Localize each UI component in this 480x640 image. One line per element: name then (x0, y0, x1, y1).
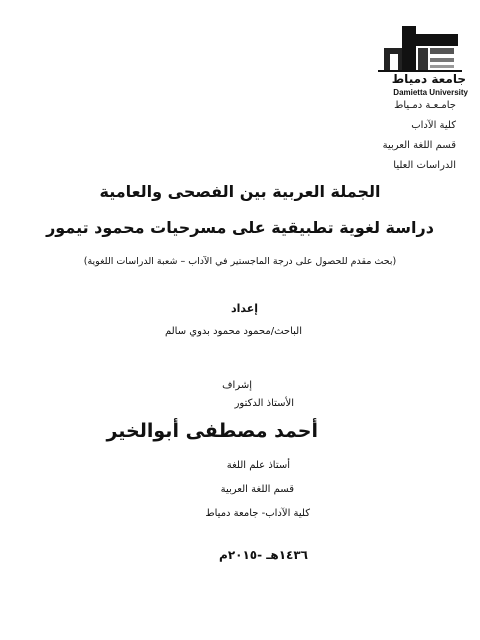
institution-division: الدراسات العليا (393, 160, 456, 171)
logo-english-name: Damietta University (393, 88, 468, 97)
researcher-name: الباحث/محمود محمود بدوي سالم (164, 326, 302, 337)
supervisor-position: أستاذ علم اللغة (226, 460, 290, 471)
university-emblem-icon (368, 14, 472, 74)
institution-department: قسم اللغة العربية (382, 140, 456, 151)
institution-university: جامـعـة دمـياط (394, 100, 456, 111)
supervision-heading: إشراف (222, 380, 252, 391)
logo-arabic-name: جامعة دمياط (391, 72, 466, 86)
thesis-title-line1: الجملة العربية بين الفصحى والعامية (99, 182, 381, 201)
preparation-heading: إعداد (230, 302, 258, 315)
supervisor-name: أحمد مصطفى أبوالخير (106, 420, 318, 442)
thesis-purpose-note: (بحث مقدم للحصول على درجة الماجستير في الآداب – شعبة الدراسات اللغوية) (83, 256, 397, 267)
university-logo (368, 14, 472, 98)
institution-faculty: كلية الآداب (411, 120, 456, 131)
supervisor-rank: الأستاذ الدكتور (234, 398, 294, 409)
thesis-date: ١٤٣٦هـ -٢٠١٥م (219, 548, 308, 562)
thesis-title-line2: دراسة لغوية تطبيقية على مسرحيات محمود تيمور (46, 218, 434, 237)
supervisor-department: قسم اللغة العربية (220, 484, 294, 495)
supervisor-faculty: كلية الآداب- جامعة دمياط (205, 508, 310, 519)
